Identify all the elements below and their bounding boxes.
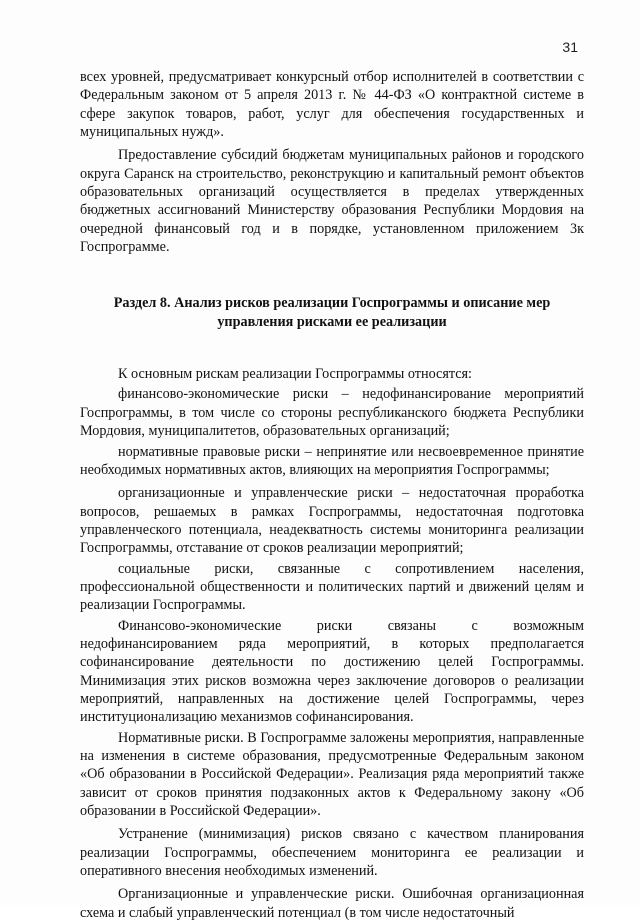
paragraph-financial-details: Финансово-экономические риски связаны с возможным недофинансированием ряда мероприятий, в которых предполагается софинансирование деятельности по достижению целей Госпрограммы. Минимизация этих рисков возможна через заключение договоров о реализации мероприятий, направленных на достижение целей Госпрограммы, через институционализацию механизмов софинансирования.: [80, 617, 584, 726]
section-title-line-2: управления рисками ее реализации: [217, 313, 447, 330]
paragraph-risks-intro: К основным рискам реализации Госпрограммы относятся:: [118, 366, 472, 383]
paragraph-organizational-details: Организационные и управленческие риски. Ошибочная организационная схема и слабый управленческий потенциал (в том числе недостаточный: [80, 886, 584, 921]
paragraph-top-1: всех уровней, предусматривает конкурсный отбор исполнителей в соответствии с Федеральным законом от 5 апреля 2013 г. № 44-ФЗ «О контрактной системе в сфере закупок товаров, работ, услуг для обеспечения государственных и муниципальных нужд».: [80, 69, 584, 141]
section-title-line-1: Раздел 8. Анализ рисков реализации Госпрограммы и описание мер: [113, 295, 551, 312]
section-title: [80, 294, 584, 331]
paragraph-organizational-risks: организационные и управленческие риски – недостаточная проработка вопросов, решаемых в рамках Госпрограммы, недостаточная подготовка управленческого потенциала, неадекватность системы мониторинга реализации Госпрограммы, отставание от сроков реализации мероприятий;: [80, 485, 584, 557]
page-number: 31: [562, 39, 578, 55]
paragraph-social-risks: социальные риски, связанные с сопротивлением населения, профессиональной общественности и политических партий и движений целям и реализации Госпрограммы.: [80, 560, 584, 614]
paragraph-regulatory-details: Нормативные риски. В Госпрограмме заложены мероприятия, направленные на изменения в системе образования, предусмотренные Федеральным законом «Об образовании в Российской Федерации». Реализация ряда мероприятий также зависит от сроков принятия подзаконных актов к Федеральному закону «Об образовании в Российской Федерации».: [80, 729, 584, 820]
paragraph-regulatory-risks: нормативные правовые риски – непринятие или несвоевременное принятие необходимых нормативных актов, влияющих на мероприятия Госпрограммы;: [80, 443, 584, 478]
page-content: [80, 68, 584, 922]
paragraph-financial-risks: финансово-экономические риски – недофинансирование мероприятий Госпрограммы, в том числе со стороны республиканского бюджета Республики Мордовия, муниципалитетов, образовательных организаций;: [80, 386, 584, 440]
paragraph-top-2: Предоставление субсидий бюджетам муниципальных районов и городского округа Саранск на строительство, реконструкцию и капитальный ремонт объектов образовательных организаций осуществляется в пределах утвержденных бюджетных ассигнований Министерству образования Республики Мордовия на очередной финансовый год и в порядке, установленном приложением 3к Госпрограмме.: [80, 147, 584, 256]
paragraph-mitigation: Устранение (минимизация) рисков связано с качеством планирования реализации Госпрограммы, обеспечением мониторинга ее реализации и оперативного внесения необходимых изменений.: [80, 826, 584, 880]
